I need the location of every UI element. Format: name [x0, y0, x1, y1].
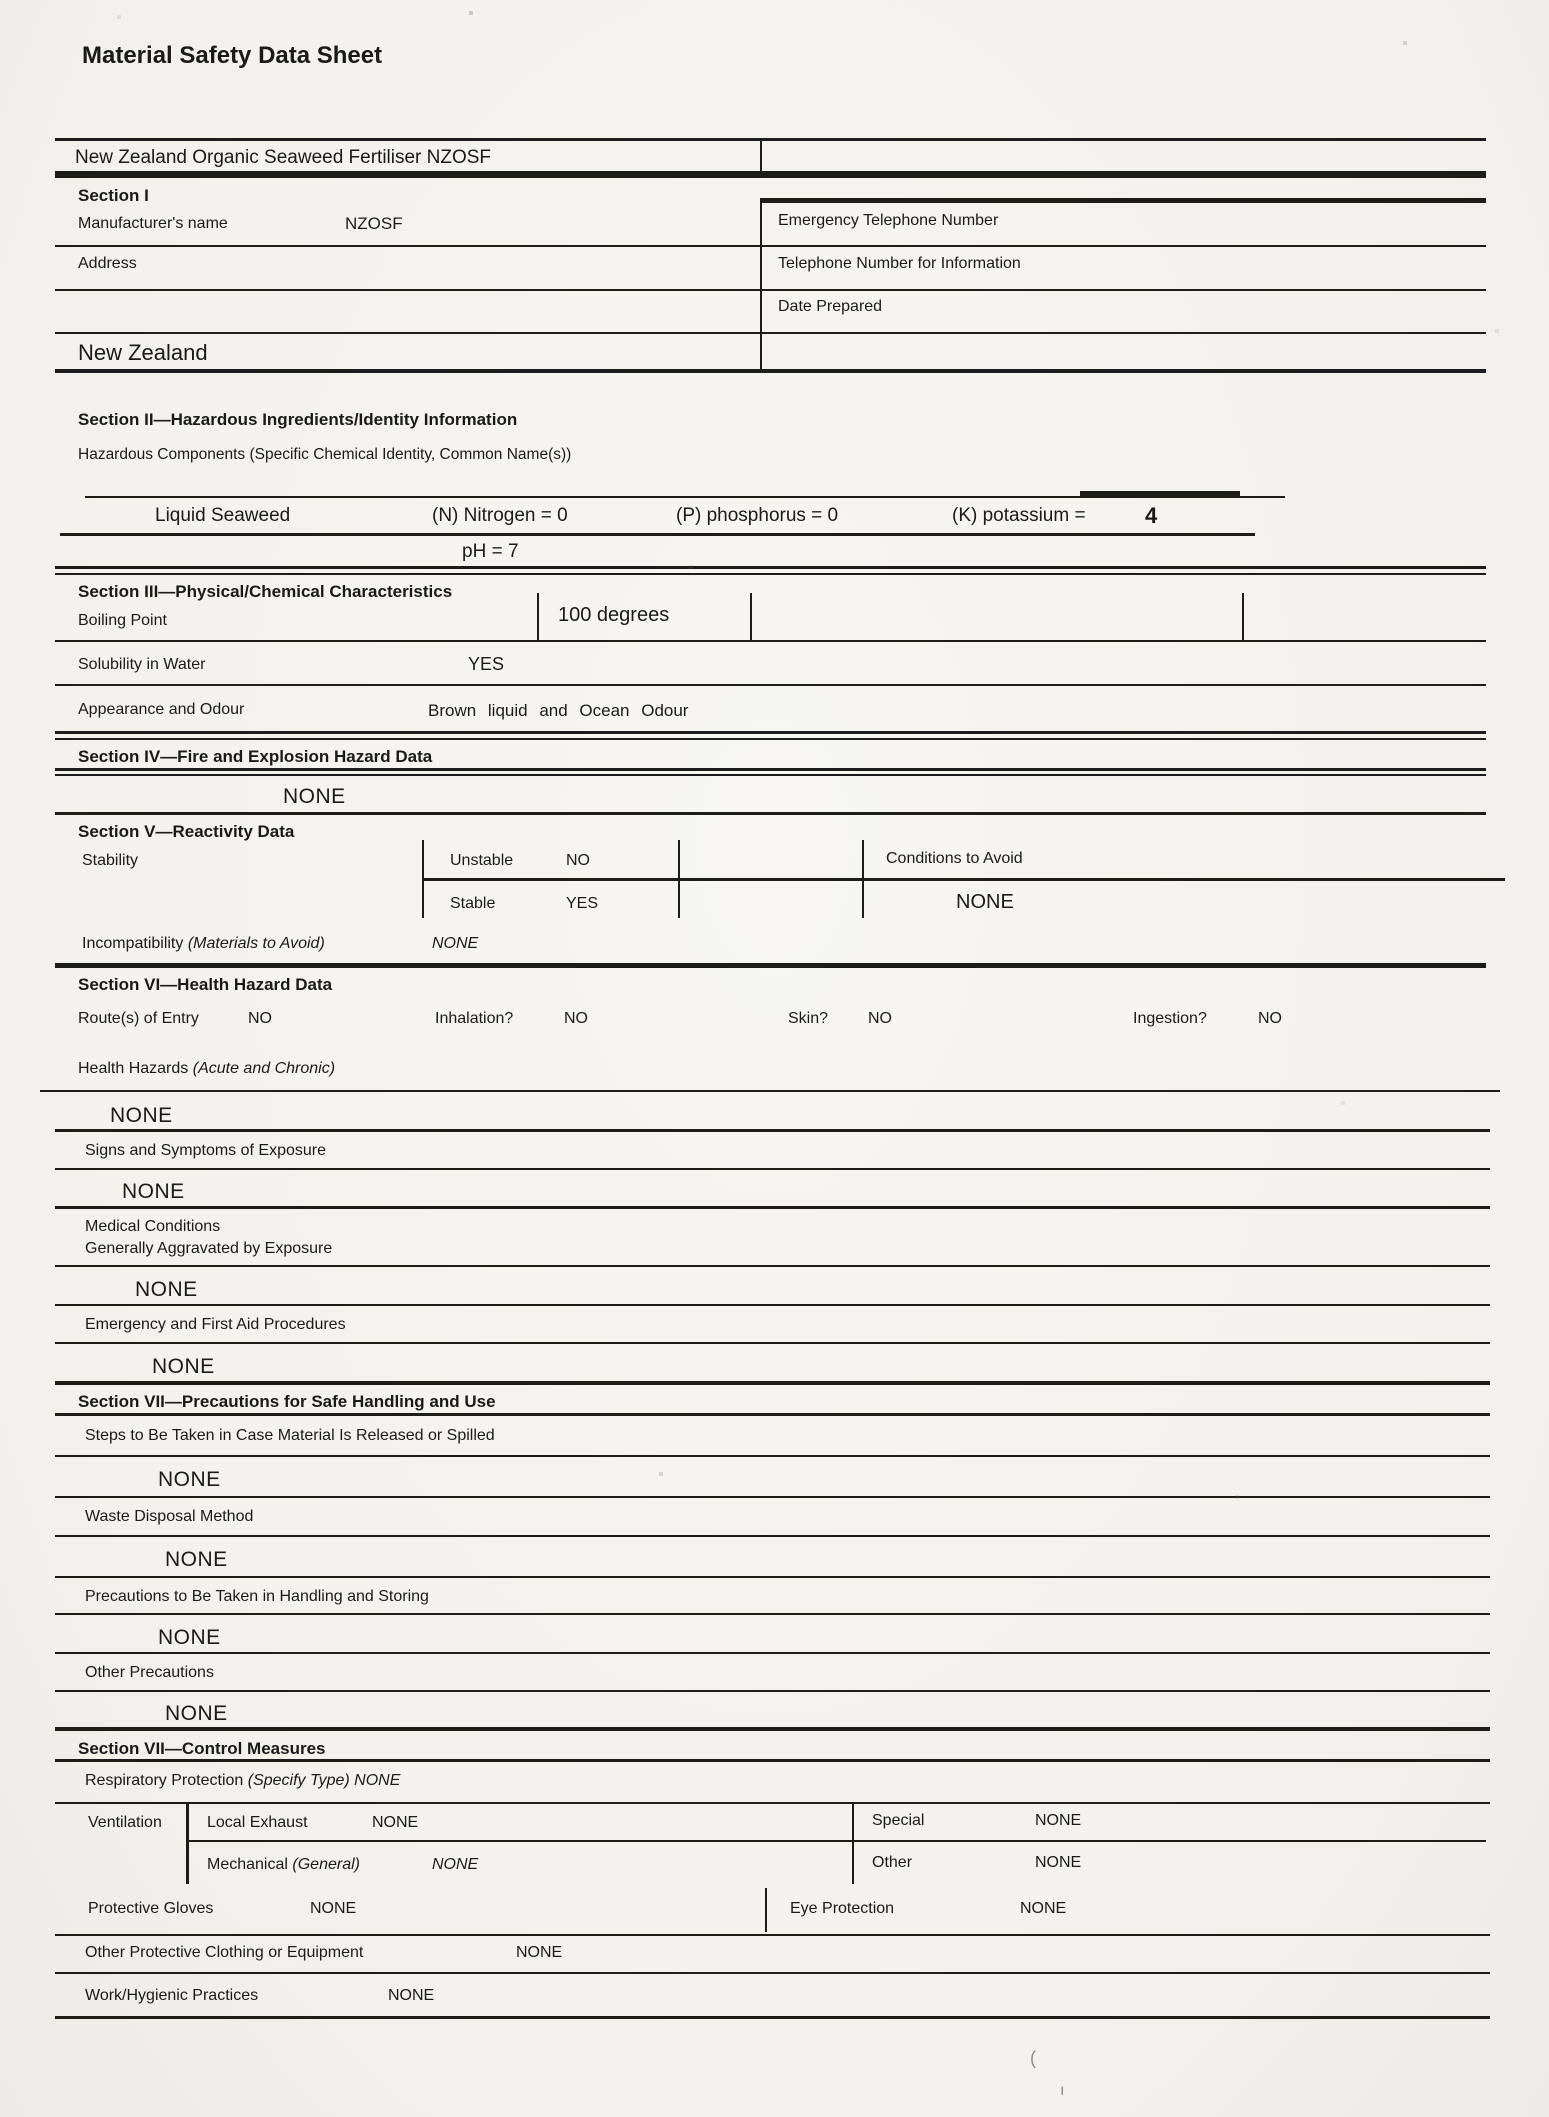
eye-protection-label: Eye Protection	[790, 1900, 895, 1917]
scan-artifact: ı	[1060, 2082, 1065, 2099]
rule	[55, 332, 1486, 334]
scan-artifact: (	[1030, 2048, 1036, 2068]
boiling-point-label: Boiling Point	[78, 612, 167, 629]
section3-title: Section III—Physical/Chemical Characteristics	[78, 582, 453, 601]
rule	[55, 1265, 1490, 1267]
respiratory-note: (Specify Type)	[247, 1772, 350, 1789]
routes-value: NO	[248, 1010, 272, 1027]
skin-label: Skin?	[788, 1010, 829, 1027]
country-value: New Zealand	[78, 340, 208, 365]
rule	[55, 1690, 1490, 1692]
rule	[55, 1759, 1490, 1762]
rule	[55, 573, 1486, 575]
medical-conditions-label-1: Medical Conditions	[85, 1218, 221, 1235]
inhalation-value: NO	[564, 1010, 588, 1027]
nitrogen-value: (N) Nitrogen = 0	[432, 505, 568, 526]
eye-protection-value: NONE	[1020, 1900, 1067, 1917]
rule	[55, 1496, 1490, 1498]
divider	[750, 593, 752, 640]
divider	[760, 198, 762, 370]
stability-label: Stability	[82, 852, 139, 869]
divider	[186, 1804, 189, 1884]
handling-storing-label: Precautions to Be Taken in Handling and Storing	[85, 1588, 429, 1605]
rule	[55, 1168, 1490, 1170]
appearance-label: Appearance and Odour	[78, 701, 245, 718]
rule	[55, 1576, 1490, 1578]
solubility-label: Solubility in Water	[78, 656, 206, 673]
other-ventilation-value: NONE	[1035, 1854, 1082, 1871]
mechanical-value: NONE	[432, 1856, 479, 1873]
divider	[537, 593, 539, 640]
ventilation-label: Ventilation	[88, 1814, 162, 1831]
hygienic-practices-value: NONE	[388, 1987, 435, 2004]
rule	[55, 1381, 1490, 1385]
fire-hazard-value: NONE	[283, 785, 346, 808]
spill-steps-label: Steps to Be Taken in Case Material Is Released or Spilled	[85, 1427, 495, 1444]
special-label: Special	[872, 1812, 925, 1829]
rule	[55, 245, 1486, 247]
rule	[55, 1413, 1490, 1416]
page-title: Material Safety Data Sheet	[82, 42, 383, 69]
rule	[55, 1129, 1490, 1132]
emergency-phone-label: Emergency Telephone Number	[778, 212, 999, 229]
rule	[55, 2016, 1490, 2019]
section5-title: Section V—Reactivity Data	[78, 822, 295, 841]
other-precautions-value: NONE	[165, 1702, 228, 1725]
rule	[55, 963, 1486, 968]
address-label: Address	[78, 255, 137, 272]
health-hazards-note: (Acute and Chronic)	[192, 1060, 336, 1077]
incompatibility-value: NONE	[432, 935, 479, 952]
manufacturer-value: NZOSF	[345, 214, 403, 233]
divider	[1242, 593, 1244, 640]
hygienic-practices-label: Work/Hygienic Practices	[85, 1987, 259, 2004]
appearance-value: Brown liquid and Ocean Odour	[428, 701, 689, 720]
section7-title: Section VII—Precautions for Safe Handling and Use	[78, 1392, 496, 1411]
rule	[55, 1304, 1490, 1306]
first-aid-value: NONE	[152, 1355, 215, 1378]
rule	[1080, 491, 1240, 496]
rule	[55, 1206, 1490, 1209]
incompatibility-label-text: Incompatibility	[82, 935, 184, 952]
potassium-value: 4	[1145, 503, 1158, 528]
rule	[55, 1802, 1490, 1804]
rule	[55, 1934, 1490, 1936]
local-exhaust-label: Local Exhaust	[207, 1814, 308, 1831]
health-hazards-value: NONE	[110, 1104, 173, 1127]
ingestion-label: Ingestion?	[1133, 1010, 1207, 1027]
rule	[55, 566, 1486, 569]
first-aid-label: Emergency and First Aid Procedures	[85, 1316, 346, 1333]
rule	[55, 640, 1486, 642]
rule	[55, 812, 1486, 815]
signs-label: Signs and Symptoms of Exposure	[85, 1142, 327, 1159]
protective-clothing-value: NONE	[516, 1944, 563, 1961]
handling-storing-value: NONE	[158, 1626, 221, 1649]
health-hazards-label-text: Health Hazards	[78, 1060, 189, 1077]
protective-gloves-value: NONE	[310, 1900, 357, 1917]
rule	[55, 684, 1486, 686]
rule	[55, 369, 1486, 373]
waste-disposal-value: NONE	[165, 1548, 228, 1571]
rule	[760, 198, 1486, 203]
divider	[852, 1804, 854, 1884]
rule	[422, 878, 1505, 881]
section2-title: Section II—Hazardous Ingredients/Identity Information	[78, 410, 518, 429]
incompatibility-note: (Materials to Avoid)	[187, 935, 325, 952]
mechanical-label-text: Mechanical	[207, 1856, 288, 1873]
section8-title: Section VII—Control Measures	[78, 1739, 326, 1758]
mechanical-note: (General)	[292, 1856, 360, 1873]
unstable-label: Unstable	[450, 852, 514, 869]
section4-title: Section IV—Fire and Explosion Hazard Data	[78, 747, 433, 766]
potassium-label: (K) potassium =	[952, 505, 1086, 526]
rule	[55, 1972, 1490, 1974]
medical-conditions-value: NONE	[135, 1278, 198, 1301]
product-name: New Zealand Organic Seaweed Fertiliser NZOSF	[75, 147, 492, 168]
rule	[55, 774, 1486, 776]
respiratory-value: NONE	[354, 1772, 401, 1789]
scan-specks	[0, 0, 2, 2]
waste-disposal-label: Waste Disposal Method	[85, 1508, 254, 1525]
health-hazards-label	[78, 1060, 335, 1078]
conditions-to-avoid-label: Conditions to Avoid	[886, 850, 1023, 867]
respiratory-label-text: Respiratory Protection	[85, 1772, 244, 1789]
rule	[55, 768, 1486, 771]
phosphorus-value: (P) phosphorus = 0	[676, 505, 839, 526]
rule	[55, 1652, 1490, 1654]
protective-gloves-label: Protective Gloves	[88, 1900, 214, 1917]
rule	[55, 1342, 1490, 1344]
info-phone-label: Telephone Number for Information	[778, 255, 1021, 272]
stable-value: YES	[566, 895, 599, 912]
date-prepared-label: Date Prepared	[778, 298, 883, 315]
section1-title: Section I	[78, 186, 149, 205]
rule	[40, 1090, 1500, 1092]
respiratory-label	[85, 1772, 400, 1790]
divider	[760, 138, 762, 172]
rule	[55, 1535, 1490, 1537]
rule	[55, 171, 1486, 178]
divider	[765, 1888, 767, 1932]
hazardous-components-label: Hazardous Components (Specific Chemical Identity, Common Name(s))	[78, 446, 572, 463]
component-name: Liquid Seaweed	[155, 505, 291, 526]
boiling-point-value: 100 degrees	[558, 604, 670, 626]
incompatibility-label	[82, 935, 325, 953]
spill-steps-value: NONE	[158, 1468, 221, 1491]
manufacturer-label: Manufacturer's name	[78, 215, 228, 232]
rule	[60, 533, 1255, 536]
skin-value: NO	[868, 1010, 892, 1027]
rule	[55, 731, 1486, 734]
rule	[186, 1840, 1486, 1842]
ingestion-value: NO	[1258, 1010, 1282, 1027]
solubility-value: YES	[468, 654, 505, 674]
conditions-to-avoid-value: NONE	[956, 891, 1014, 913]
rule	[55, 1613, 1490, 1615]
rule	[55, 138, 1486, 141]
rule	[55, 738, 1486, 740]
mechanical-label	[207, 1856, 360, 1874]
other-precautions-label: Other Precautions	[85, 1664, 214, 1681]
rule	[85, 496, 1285, 498]
other-ventilation-label: Other	[872, 1854, 913, 1871]
rule	[55, 1727, 1490, 1731]
section6-title: Section VI—Health Hazard Data	[78, 975, 333, 994]
medical-conditions-label-2: Generally Aggravated by Exposure	[85, 1240, 333, 1257]
inhalation-label: Inhalation?	[435, 1010, 514, 1027]
ph-value: pH = 7	[462, 541, 519, 562]
protective-clothing-label: Other Protective Clothing or Equipment	[85, 1944, 364, 1961]
stable-label: Stable	[450, 895, 496, 912]
rule	[55, 1455, 1490, 1457]
local-exhaust-value: NONE	[372, 1814, 419, 1831]
unstable-value: NO	[566, 852, 590, 869]
routes-label: Route(s) of Entry	[78, 1010, 199, 1027]
signs-value: NONE	[122, 1180, 185, 1203]
rule	[55, 289, 1486, 291]
special-value: NONE	[1035, 1812, 1082, 1829]
